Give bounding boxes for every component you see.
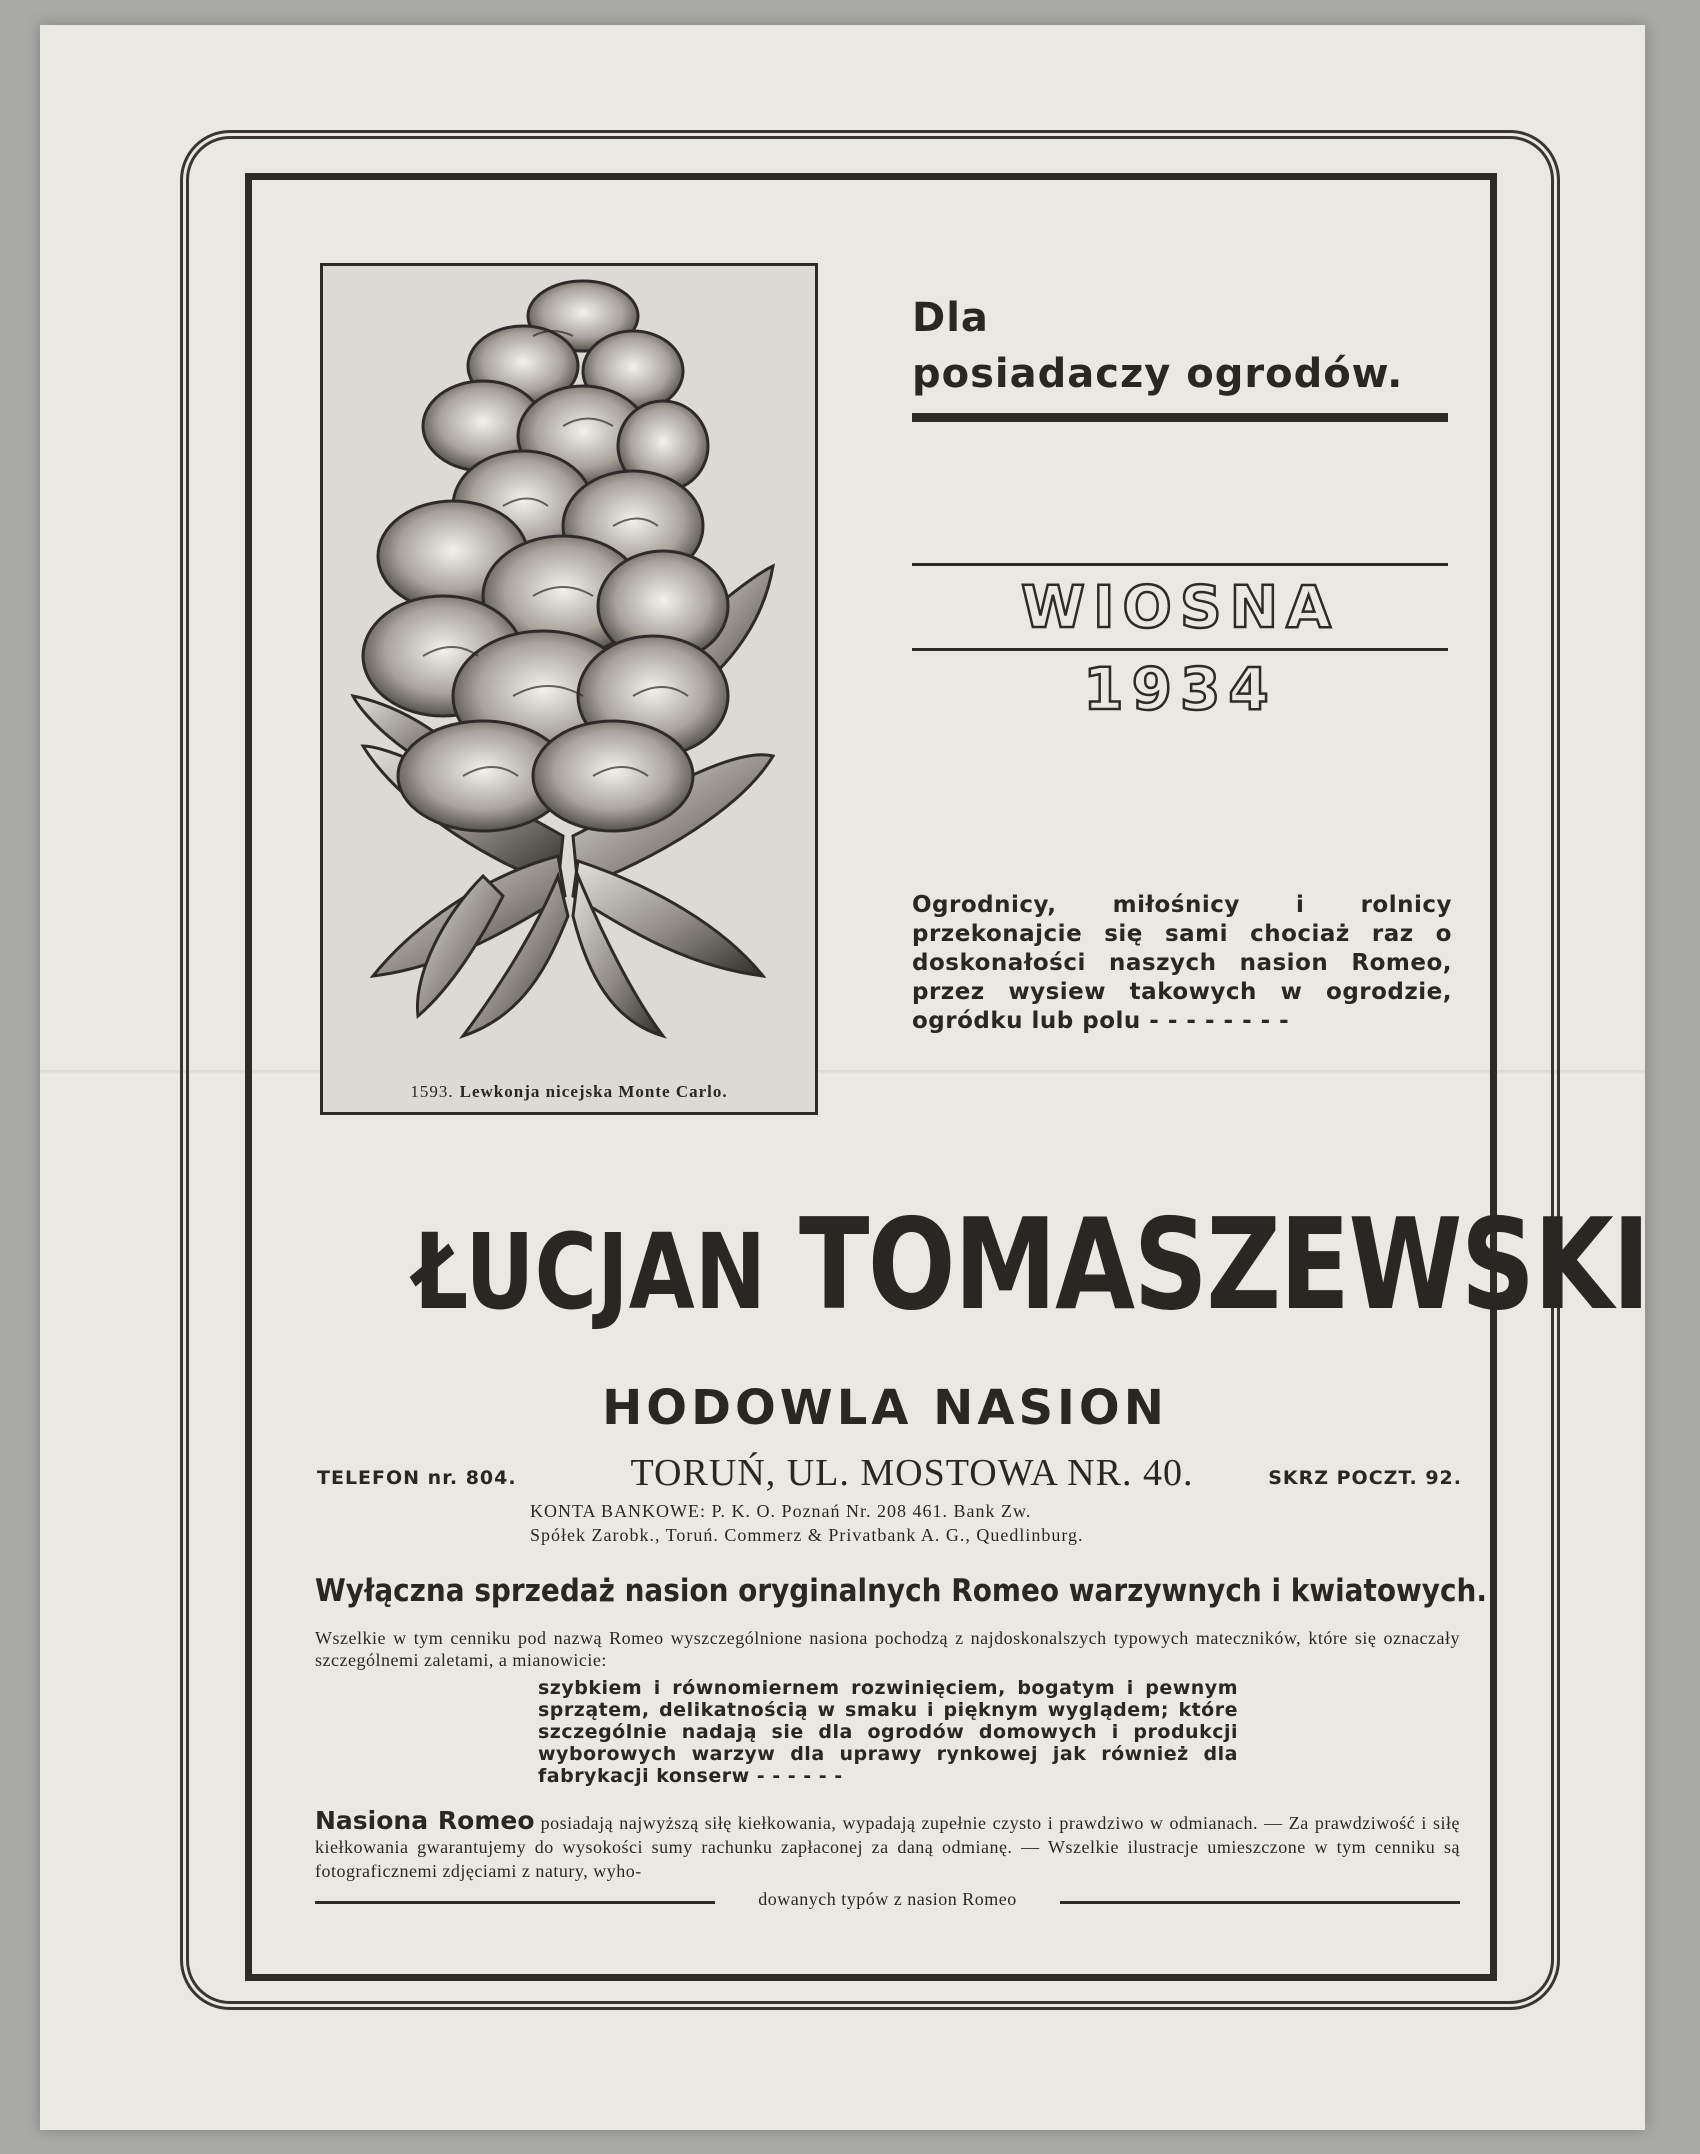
- company-name: [413, 1190, 1649, 1347]
- romeo-seeds-text: posiadają najwyższą siłę kiełkowania, wypadają zupełnie czysto i prawdziwo w odmianach. — Za prawdziwość i siłę kiełkowania gwarantujemy do wysokości sumy rachunku zapłaconej za daną odmianę. — Wszelkie ilustracje umieszczone w tym cenniku są fotograficznemi zdjęciami z natury, wyho-: [315, 1813, 1461, 1881]
- romeo-seeds-last-line: [315, 1889, 1460, 1915]
- po-box: SKRZ POCZT. 92.: [1268, 1467, 1462, 1489]
- romeo-seeds-last-text: dowanych typów z nasion Romeo: [758, 1889, 1017, 1909]
- page-heading: [912, 290, 1452, 402]
- owner-first-name: ŁUCJAN: [413, 1211, 767, 1333]
- catalog-page: [40, 25, 1649, 2130]
- illustration-caption: [333, 1082, 805, 1102]
- contact-row: [312, 1451, 1462, 1501]
- seeds-origin-paragraph: Wszelkie w tym cenniku pod nazwą Romeo wyszczególnione nasiona pochodzą z najdoskonalszych typowych mateczników, które się oznaczały szczególnemi zaletami, a mianowicie:: [315, 1628, 1460, 1670]
- heading-line-2: posiadaczy ogrodów.: [912, 351, 1404, 397]
- bank-accounts: [530, 1499, 1260, 1547]
- bank-accounts-line-1: KONTA BANKOWE: P. K. O. Poznań Nr. 208 461. Bank Zw.: [530, 1501, 1032, 1521]
- seed-qualities-list: szybkiem i równomiernem rozwinięciem, bogatym i pewnym sprzątem, delikatnością w smaku i pięknym wyglądem; które szczególnie nadają sie dla ogrodów domowych i produkcji wyborowych warzyw dla uprawy rynkowej jak również dla fabrykacji konserw - - - - - -: [538, 1677, 1238, 1787]
- phone-number: TELEFON nr. 804.: [317, 1467, 517, 1489]
- bank-accounts-line-2: Spółek Zarobk., Toruń. Commerz & Privatbank A. G., Quedlinburg.: [530, 1525, 1084, 1545]
- closing-rule-right: [1060, 1901, 1460, 1904]
- heading-line-1: Dla: [912, 295, 989, 341]
- romeo-seeds-lead: Nasiona Romeo: [315, 1806, 535, 1835]
- intro-text: Ogrodnicy, miłośnicy i rolnicy przekonajcie się sami chociaż raz o doskonałości naszych nasion Romeo, przez wysiew takowych w ogrodzie, ogródku lub polu - - - - - - - -: [912, 892, 1452, 1034]
- company-subtitle: HODOWLA NASION: [602, 1380, 1168, 1436]
- stock-flower-image: [333, 276, 805, 1056]
- heading-underline: [912, 413, 1448, 422]
- romeo-seeds-paragraph: [315, 1806, 1461, 1883]
- illustration-number: 1593.: [410, 1082, 454, 1101]
- illustration-caption-text: Lewkonja nicejska Monte Carlo.: [459, 1082, 728, 1101]
- season-title: WIOSNA 1934: [912, 563, 1448, 651]
- company-address: TORUŃ, UL. MOSTOWA NR. 40.: [630, 1452, 1194, 1494]
- closing-rule-left: [315, 1901, 715, 1904]
- exclusive-sale-slogan: Wyłączna sprzedaż nasion oryginalnych Romeo warzywnych i kwiatowych.: [315, 1573, 1487, 1609]
- flower-illustration: [320, 263, 818, 1115]
- owner-last-name: TOMASZEWSKI: [798, 1191, 1649, 1338]
